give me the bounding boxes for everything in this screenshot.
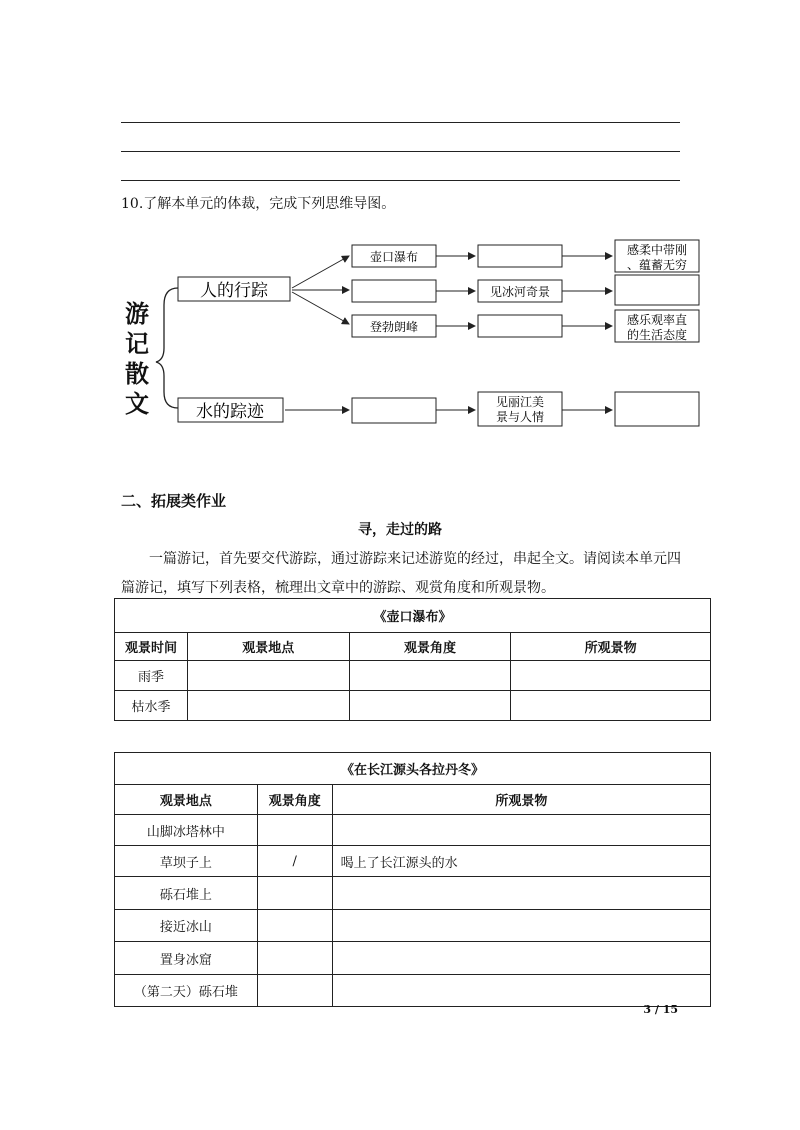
section-title: 二、拓展类作业: [121, 492, 227, 510]
question-10: 10.了解本单元的体裁，完成下列思维导图。: [121, 196, 396, 212]
root-char: 文: [125, 390, 149, 418]
table-cell: 接近冰山: [115, 910, 258, 942]
node-box: [615, 392, 699, 426]
table-row: [115, 942, 711, 975]
node-box: [352, 280, 436, 302]
table-cell[interactable]: [257, 815, 332, 846]
column-header: 观景时间: [115, 633, 188, 661]
node-label: 景与人情: [495, 410, 545, 424]
table-cell: 置身冰窟: [115, 942, 258, 975]
answer-line: [121, 151, 680, 152]
table-hukou: [114, 598, 711, 721]
root-char: 游: [125, 300, 149, 328]
table-title: 《壶口瀑布》: [115, 599, 711, 633]
table-cell[interactable]: [332, 910, 710, 942]
node-label: 、蕴蓄无穷: [626, 258, 688, 272]
table-cell[interactable]: [257, 942, 332, 975]
table-cell[interactable]: [257, 877, 332, 910]
table-row: [115, 815, 711, 846]
brace: [156, 288, 178, 408]
node-label: 壶口瀑布: [369, 250, 419, 264]
mindmap-root: [125, 300, 149, 418]
table-row: [115, 975, 711, 1007]
instruction-paragraph: 一篇游记，首先要交代游踪，通过游踪来记述游览的经过，串起全文。请阅读本单元四篇游记，填写下列表格，梳理出文章中的游踪、观赏角度和所观景物。: [121, 551, 681, 596]
table-cell[interactable]: [349, 661, 511, 691]
arrow: [292, 292, 349, 324]
node-label: 登勃朗峰: [369, 320, 419, 334]
node-box: [478, 315, 562, 337]
table-cell: 山脚冰塔林中: [115, 815, 258, 846]
table-row: [115, 661, 711, 691]
table-cell[interactable]: [257, 910, 332, 942]
table-row: [115, 691, 711, 721]
table-cell: 喝上了长江源头的水: [332, 846, 710, 877]
arrow: [292, 256, 349, 288]
table-cell[interactable]: [257, 975, 332, 1007]
table-cell: 砾石堆上: [115, 877, 258, 910]
node-box: [478, 245, 562, 267]
column-header: 观景角度: [257, 785, 332, 815]
column-header: 观景角度: [349, 633, 511, 661]
column-header: 观景地点: [115, 785, 258, 815]
table-row: [115, 846, 711, 877]
node-label: 见丽江美: [495, 395, 545, 409]
table-row: [115, 877, 711, 910]
column-header: 观景地点: [187, 633, 349, 661]
table-cell[interactable]: [187, 691, 349, 721]
column-header: 所观景物: [332, 785, 710, 815]
table-cell: /: [257, 846, 332, 877]
branch-label: 人的行踪: [200, 281, 268, 301]
table-cell[interactable]: [332, 877, 710, 910]
root-char: 记: [125, 330, 149, 358]
table-cell[interactable]: [187, 661, 349, 691]
table-cell: 草坝子上: [115, 846, 258, 877]
node-label: 的生活态度: [626, 328, 688, 342]
answer-line: [121, 122, 680, 123]
mind-map: [0, 230, 800, 440]
table-cell: 枯水季: [115, 691, 188, 721]
root-char: 散: [125, 360, 149, 388]
table-cell[interactable]: [332, 975, 710, 1007]
node-label: 感乐观率直: [626, 313, 688, 327]
table-geladandong: [114, 752, 711, 1007]
table-cell[interactable]: [332, 815, 710, 846]
answer-line: [121, 180, 680, 181]
table-cell[interactable]: [349, 691, 511, 721]
table-title: 《在长江源头各拉丹冬》: [115, 753, 711, 785]
node-box: [615, 275, 699, 305]
table-cell[interactable]: [511, 661, 711, 691]
node-box: [352, 398, 436, 423]
node-label: 感柔中带刚: [626, 243, 688, 257]
table-cell[interactable]: [511, 691, 711, 721]
node-label: 见冰河奇景: [489, 285, 551, 299]
table-cell[interactable]: [332, 942, 710, 975]
table-cell: 雨季: [115, 661, 188, 691]
page-number: 3 / 15: [643, 1003, 678, 1016]
table-cell: （第二天）砾石堆: [115, 975, 258, 1007]
column-header: 所观景物: [511, 633, 711, 661]
article-title: 寻，走过的路: [358, 522, 442, 538]
branch-label: 水的踪迹: [196, 402, 264, 422]
table-row: [115, 910, 711, 942]
